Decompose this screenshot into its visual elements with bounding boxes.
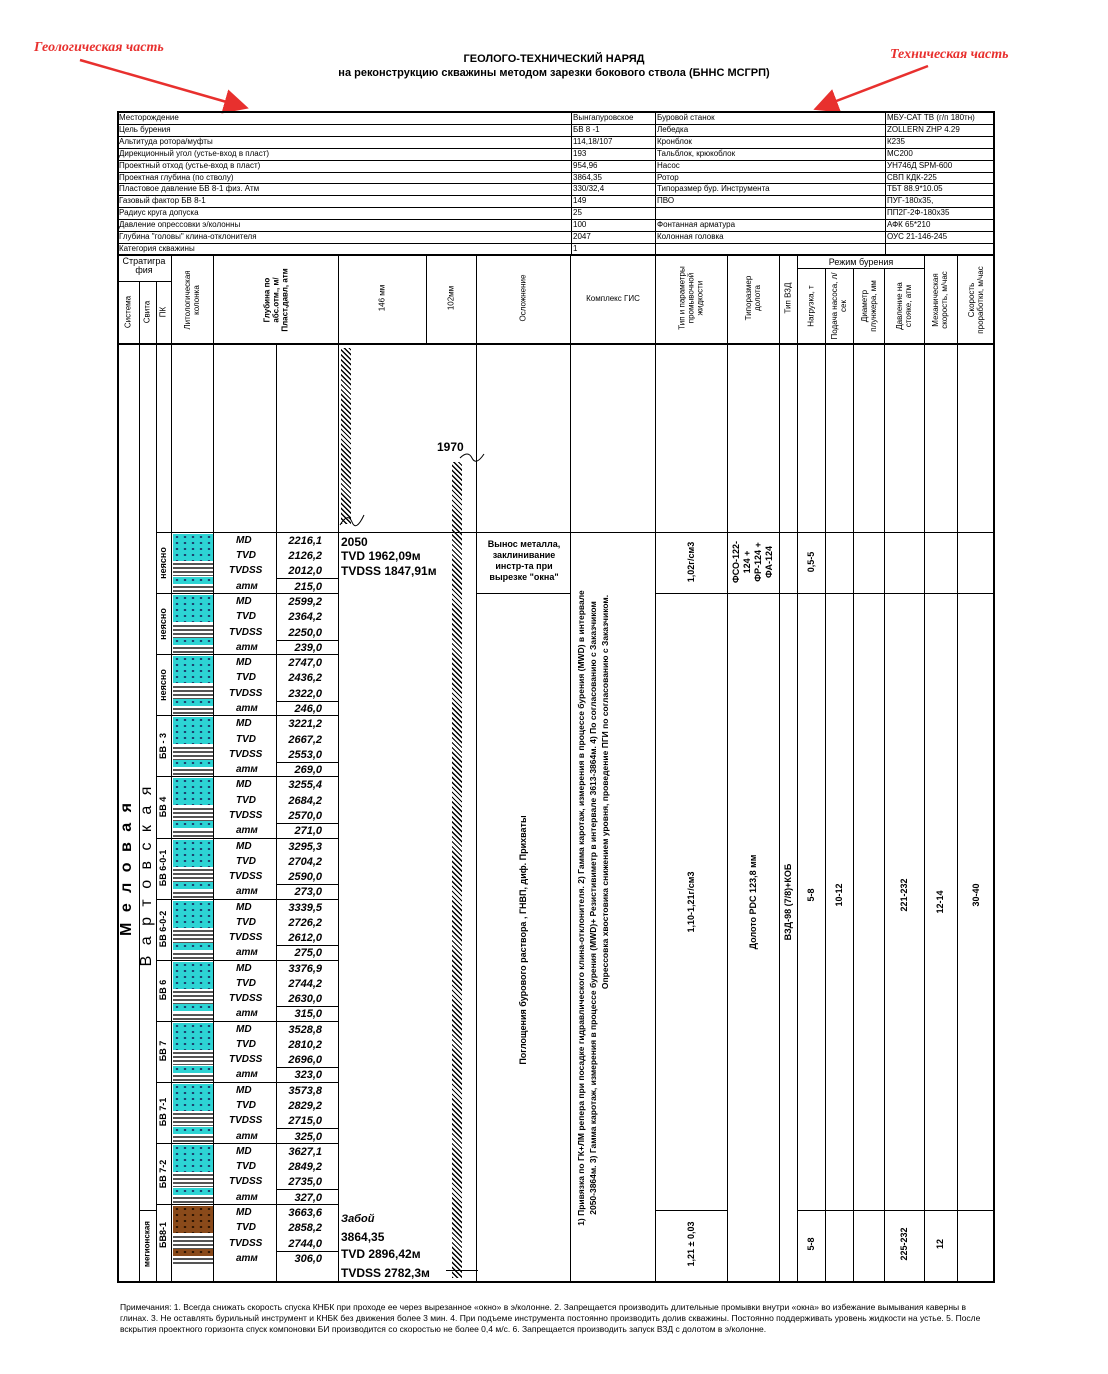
rop-bottom: 12 [935, 1238, 945, 1250]
depth-label-md: MD [236, 963, 252, 974]
depth-label-atm: атм [236, 1253, 258, 1264]
depth-label-md: MD [236, 902, 252, 913]
lithology-sandstone [173, 638, 213, 645]
fluid-bottom: 1,21 ± 0,03 [686, 1221, 696, 1267]
stratum-tvd: 2364,2 [288, 611, 322, 623]
geology-part-label: Геологическая часть [34, 40, 164, 55]
col-rop: Механическая скорость, м/час [931, 271, 949, 329]
stratum-row-line [156, 838, 338, 839]
stratum-tvdss: 2250,0 [288, 627, 322, 639]
depth-label-tvdss: TVDSS [229, 688, 263, 699]
stratum-md: 3295,3 [288, 841, 322, 853]
depth-label-md: MD [236, 535, 252, 546]
param-left-value: 114,18/107 [573, 137, 613, 146]
stratum-tvd: 2126,2 [288, 550, 322, 562]
stratum-row-line [156, 654, 338, 655]
bottom-tvd: TVD 2896,42м [341, 1247, 421, 1261]
stratum-pk: БВ 4 [158, 796, 168, 818]
stratum-row-line [156, 1082, 338, 1083]
depth-label-atm: атм [236, 1008, 258, 1019]
window-md: 2050 [341, 535, 368, 549]
depth-label-tvdss: TVDSS [229, 810, 263, 821]
lithology-sandstone [173, 1145, 213, 1172]
depth-label-tvd: TVD [236, 611, 256, 622]
depth-label-tvd: TVD [236, 1222, 256, 1233]
lithology-clay [173, 623, 213, 638]
param-right-value: ПУГ-180х35, [887, 196, 934, 205]
lithology-sandstone [173, 943, 213, 950]
col-mode: Режим бурения [828, 257, 894, 267]
notes: Примечания: 1. Всегда снижать скорость спуска КНБК при проходе ее через вырезанное «окно» в э/колонне. 2. Запрещается производить длительные промывки внутри «окна» во избежание вымывания каверны в глинах. 3. Не оставлять бурильный инструмент и КНБК без движения более 3 мин. 4. При подъеме инструмента постоянно производить долив скважины. Постоянно поддерживать уровень жидкости на устье. 5. После вскрытия проектного горизонта спуск компоновки БИ производится со скоростью не более 0,4 м/с. 6. Запрещается производить запуск ВЗД с долотом в э/колонне. [120, 1302, 981, 1334]
stratum-atm: 323,0 [294, 1069, 322, 1081]
depth-label-tvd: TVD [236, 795, 256, 806]
depth-label-tvd: TVD [236, 1100, 256, 1111]
gis-line-3: Опрессовка хвостовика снижением уровня, проведение ПГИ по согласованию с Заказчиком. [600, 594, 610, 990]
lithology-clay [173, 867, 213, 882]
param-left-label: Проектный отход (устье-вход в пласт) [119, 161, 261, 170]
depth-label-atm: атм [236, 1192, 258, 1203]
stratum-tvd: 2744,2 [288, 978, 322, 990]
param-left-label: Проектная глубина (по стволу) [119, 173, 234, 182]
atm-separator [276, 945, 338, 946]
atm-separator [276, 1251, 338, 1252]
rop-mid: 12-14 [935, 890, 945, 914]
stratum-row-line [156, 1204, 338, 1205]
param-right-value: ZOLLERN ZHP 4.29 [887, 125, 960, 134]
param-left-label: Дирекционный угол (устье-вход в пласт) [119, 149, 270, 158]
stratum-pk: неясно [158, 547, 168, 579]
lithology-sandstone [173, 656, 213, 683]
stratum-atm: 269,0 [294, 764, 322, 776]
atm-separator [276, 1067, 338, 1068]
stratum-pk: БВ8-1 [158, 1222, 168, 1248]
lithology-sandstone [173, 577, 213, 584]
stratum-tvdss: 2630,0 [288, 993, 322, 1005]
stratum-row-line [156, 593, 338, 594]
param-left-value: 25 [573, 208, 582, 217]
param-left-value: 330/32,4 [573, 184, 605, 193]
casing-146-hatch [341, 348, 351, 524]
param-left-label: Месторождение [119, 113, 179, 122]
param-right-label: ПВО [657, 196, 675, 205]
lithology-clay [173, 806, 213, 821]
stratum-atm: 239,0 [294, 642, 322, 654]
lithology-clay [173, 745, 213, 760]
stratum-row-line [156, 532, 338, 533]
param-right-label: Кронблок [657, 137, 692, 146]
lithology-sandstone [173, 1084, 213, 1111]
depth-label-tvdss: TVDSS [229, 565, 263, 576]
depth-label-tvd: TVD [236, 917, 256, 928]
pressure-mid: 221-232 [899, 878, 909, 912]
system-name: М е л о в а я [118, 800, 135, 936]
depth-label-atm: атм [236, 1131, 258, 1142]
param-right-label: Насос [657, 161, 680, 170]
stratum-md: 3627,1 [288, 1146, 322, 1158]
stratum-md: 3221,2 [288, 718, 322, 730]
stratum-md: 3255,4 [288, 779, 322, 791]
param-left-label: Пластовое давление БВ 8-1 физ. Атм [119, 184, 260, 193]
param-left-value: 193 [573, 149, 587, 158]
bottom-label: Забой [341, 1213, 375, 1225]
lithology-sandstone [173, 595, 213, 622]
param-left-value: 100 [573, 220, 587, 229]
lithology-sandstone [173, 699, 213, 706]
depth-label-tvd: TVD [236, 672, 256, 683]
col-ream: Скорость проработки, м/час [967, 266, 985, 334]
stratum-tvdss: 2553,0 [288, 749, 322, 761]
lithology-sandstone [173, 1023, 213, 1050]
depth-label-atm: атм [236, 703, 258, 714]
param-right-value: ТБТ 88.9*10.05 [887, 184, 943, 193]
stratum-atm: 246,0 [294, 703, 322, 715]
col-vzd: Тип ВЗД [783, 282, 793, 314]
col-system: Система [123, 295, 133, 329]
param-left-label: Газовый фактор БВ 8-1 [119, 196, 206, 205]
bottom-tvdss: TVDSS 2782,3м [341, 1266, 430, 1280]
param-right-label: Лебедка [657, 125, 689, 134]
param-right-label: Ротор [657, 173, 679, 182]
stratum-tvd: 2726,2 [288, 917, 322, 929]
atm-separator [276, 884, 338, 885]
stratum-atm: 273,0 [294, 886, 322, 898]
col-gis: Комплекс ГИС [586, 294, 640, 303]
stratum-tvdss: 2012,0 [288, 565, 322, 577]
lithology-sandstone [173, 1127, 213, 1134]
stratum-tvd: 2704,2 [288, 856, 322, 868]
stratum-tvd: 2667,2 [288, 734, 322, 746]
stratum-tvdss: 2612,0 [288, 932, 322, 944]
pressure-bottom: 225-232 [899, 1227, 909, 1261]
lithology-clay [173, 1111, 213, 1126]
depth-label-tvdss: TVDSS [229, 1238, 263, 1249]
param-right-label: Тальблок, крюкоблок [657, 149, 736, 158]
stratum-atm: 327,0 [294, 1192, 322, 1204]
stratum-md: 3528,8 [288, 1024, 322, 1036]
param-left-value: 149 [573, 196, 587, 205]
stratum-md: 3663,6 [288, 1207, 322, 1219]
depth-label-md: MD [236, 657, 252, 668]
stratum-pk: неясно [158, 608, 168, 640]
lithology-clay [173, 1256, 213, 1266]
atm-separator [276, 823, 338, 824]
depth-label-atm: атм [236, 764, 258, 775]
lithology-clay [173, 989, 213, 1004]
stratum-tvdss: 2570,0 [288, 810, 322, 822]
depth-label-tvd: TVD [236, 734, 256, 745]
stratum-atm: 315,0 [294, 1008, 322, 1020]
param-right-value: ОУС 21-146-245 [887, 232, 948, 241]
suite-name: В а р т о в с к а я [138, 783, 155, 967]
param-left-value: 2047 [573, 232, 591, 241]
stratum-atm: 215,0 [294, 581, 322, 593]
param-right-value: ПП2Г-2Ф-180х35 [887, 208, 950, 217]
stratum-md: 2216,1 [288, 535, 322, 547]
suite-bottom: мегионская [142, 1221, 152, 1267]
stratum-pk: БВ 6 [158, 979, 168, 1001]
lithology-sandstone [173, 1004, 213, 1011]
bit-top: ФСО-122-124 + ФР-124 + ФА-124 [731, 541, 774, 583]
depth-label-tvdss: TVDSS [229, 1054, 263, 1065]
param-right-value: МС200 [887, 149, 913, 158]
stratum-atm: 306,0 [294, 1253, 322, 1265]
lithology-clay [173, 1172, 213, 1187]
depth-label-md: MD [236, 718, 252, 729]
load-bottom: 5-8 [806, 1237, 816, 1251]
depth-label-atm: атм [236, 825, 258, 836]
depth-label-md: MD [236, 779, 252, 790]
stratum-atm: 271,0 [294, 825, 322, 837]
lithology-sandstone [173, 717, 213, 744]
atm-separator [276, 1189, 338, 1190]
param-left-label: Цель бурения [119, 125, 171, 134]
stratum-pk: БВ 7 [158, 1040, 168, 1062]
lithology-clay [173, 561, 213, 576]
stratum-pk: БВ 6-0-1 [158, 849, 168, 887]
lithology-sandstone [173, 760, 213, 767]
stratum-row-line [156, 776, 338, 777]
stratum-tvdss: 2744,0 [288, 1238, 322, 1250]
col-pump: Подача насоса, л/сек [830, 272, 848, 340]
window-break-symbol [338, 510, 368, 530]
depth-label-tvdss: TVDSS [229, 932, 263, 943]
param-right-value: СВП КДК-225 [887, 173, 937, 182]
technical-part-label: Техническая часть [890, 47, 1009, 62]
stratum-tvd: 2858,2 [288, 1222, 322, 1234]
stratum-tvdss: 2735,0 [288, 1176, 322, 1188]
liner-top-depth: 1970 [437, 440, 464, 454]
lithology-sandstone [173, 821, 213, 828]
stratum-pk: БВ 7-2 [158, 1159, 168, 1189]
complications-main: Поглощения бурового раствора , ГНВП, диф. Прихваты [518, 815, 528, 1065]
col-load: Нагрузка, т [806, 285, 816, 327]
depth-label-tvd: TVD [236, 856, 256, 867]
col-casing-102: 102мм [446, 285, 456, 311]
depth-label-tvdss: TVDSS [229, 749, 263, 760]
stratum-pk: БВ - 3 [158, 733, 168, 759]
stratum-row-line [156, 1143, 338, 1144]
stratum-atm: 325,0 [294, 1131, 322, 1143]
stratum-atm: 275,0 [294, 947, 322, 959]
atm-separator [276, 701, 338, 702]
depth-label-atm: атм [236, 947, 258, 958]
param-right-value: УН746Д SPM-600 [887, 161, 953, 170]
stratum-tvd: 2810,2 [288, 1039, 322, 1051]
depth-label-atm: атм [236, 581, 258, 592]
depth-label-atm: атм [236, 642, 258, 653]
depth-label-md: MD [236, 1085, 252, 1096]
stratum-tvd: 2829,2 [288, 1100, 322, 1112]
col-casing-146: 146 мм [377, 284, 387, 312]
params-col-line [885, 111, 886, 254]
gis-line-2: 2050-3864м. 3) Гамма каротаж, измерения в процессе бурения (MWD)+ Резистивиметр в интервале 3613-3864м. 4) По согласованию с Заказчиком [588, 601, 598, 1215]
atm-separator [276, 762, 338, 763]
param-right-value: К235 [887, 137, 906, 146]
depth-label-tvdss: TVDSS [229, 627, 263, 638]
col-plunger: Диаметр плунжера, мм [860, 280, 878, 332]
depth-label-tvdss: TVDSS [229, 1115, 263, 1126]
suite-separator [139, 1210, 156, 1211]
stratum-row-line [156, 1021, 338, 1022]
bottom-md: 3864,35 [341, 1230, 385, 1244]
param-left-label: Радиус круга допуска [119, 208, 199, 217]
stratum-md: 3376,9 [288, 963, 322, 975]
stratum-pk: неясно [158, 669, 168, 701]
atm-separator [276, 1006, 338, 1007]
param-left-value: БВ 8 -1 [573, 125, 600, 134]
lithology-sandstone [173, 882, 213, 889]
stratum-md: 2599,2 [288, 596, 322, 608]
load-top: 0,5-5 [806, 551, 816, 573]
depth-label-tvd: TVD [236, 978, 256, 989]
param-left-label: Глубина "головы" клина-отклонителя [119, 232, 257, 241]
params-col-line [655, 111, 656, 254]
stratum-tvd: 2849,2 [288, 1161, 322, 1173]
param-right-label: Фонтанная арматура [657, 220, 736, 229]
depth-label-tvdss: TVDSS [229, 871, 263, 882]
stratum-tvdss: 2715,0 [288, 1115, 322, 1127]
atm-separator [276, 640, 338, 641]
stratum-tvdss: 2696,0 [288, 1054, 322, 1066]
param-left-value: 954,96 [573, 161, 598, 170]
param-left-label: Давление опрессовки э/колонны [119, 220, 241, 229]
stratum-tvdss: 2590,0 [288, 871, 322, 883]
col-depth: Глубина по абс.отм., м/ Пласт.давл, атм [262, 268, 290, 332]
depth-label-tvd: TVD [236, 1039, 256, 1050]
col-fluid: Тип и параметры промывочной жидкости [677, 266, 705, 330]
param-right-label: Типоразмер бур. Инструмента [657, 184, 770, 193]
depth-label-atm: атм [236, 1069, 258, 1080]
pump-mid: 10-12 [834, 883, 844, 907]
param-left-value: Вынгапуровское [573, 113, 634, 122]
fluid-mid: 1,10-1,21г/см3 [686, 871, 696, 933]
window-tvd: TVD 1962,09м [341, 549, 421, 563]
stratum-md: 3339,5 [288, 902, 322, 914]
lithology-sandstone [173, 901, 213, 928]
lithology-sandstone [173, 840, 213, 867]
vzd-mid: ВЗД-98 (7/8)+КОБ [783, 863, 793, 941]
ream-mid: 30-40 [971, 883, 981, 907]
depth-label-tvdss: TVDSS [229, 1176, 263, 1187]
depth-label-tvd: TVD [236, 550, 256, 561]
lithology-sandstone [173, 1066, 213, 1073]
col-complications: Осложнение [518, 274, 528, 322]
stratum-row-line [156, 715, 338, 716]
param-left-label: Альтитуда ротора/муфты [119, 137, 213, 146]
lithology-clay [173, 1234, 213, 1249]
lithology-sandstone [173, 1188, 213, 1195]
col-lithology: Литологическая колонка [183, 270, 201, 330]
stratum-pk: БВ 7-1 [158, 1097, 168, 1127]
param-left-value: 3864,35 [573, 173, 602, 182]
param-left-value: 1 [573, 244, 578, 253]
gis-line-1: 1) Привязка по ГК+ЛМ репера при посадке гидравлического клина-отклонителя. 2) Гамма каротаж, измерения в процессе бурения (MWD) в интервале [576, 590, 586, 1226]
col-suite: Свита [142, 300, 152, 324]
params-col-line [571, 111, 572, 254]
doc-subtitle: на реконструкцию скважины методом зарезки бокового ствола (БННС МСГРП) [338, 67, 770, 79]
lithology-sandstone [173, 1206, 213, 1233]
stratum-md: 3573,8 [288, 1085, 322, 1097]
param-right-value: АФК 65*210 [887, 220, 931, 229]
depth-label-atm: атм [236, 886, 258, 897]
window-tvdss: TVDSS 1847,91м [341, 564, 437, 578]
depth-label-md: MD [236, 1146, 252, 1157]
stratum-md: 2747,0 [288, 657, 322, 669]
param-right-label: Буровой станок [657, 113, 715, 122]
depth-label-md: MD [236, 596, 252, 607]
stratum-pk: БВ 6-0-2 [158, 910, 168, 948]
param-right-value: МБУ-САТ ТВ (г/п 180тн) [887, 113, 975, 122]
depth-label-md: MD [236, 1207, 252, 1218]
depth-label-md: MD [236, 1024, 252, 1035]
atm-separator [276, 578, 338, 579]
lithology-clay [173, 684, 213, 699]
depth-label-md: MD [236, 841, 252, 852]
col-pk: ПК [158, 306, 168, 318]
stratum-tvdss: 2322,0 [288, 688, 322, 700]
stratum-tvd: 2684,2 [288, 795, 322, 807]
depth-label-tvdss: TVDSS [229, 993, 263, 1004]
doc-title: ГЕОЛОГО-ТЕХНИЧЕСКИЙ НАРЯД [463, 53, 645, 65]
complications-top: Вынос металла, заклинивание инстр-та при вырезке "окна" [487, 539, 561, 582]
lithology-clay [173, 928, 213, 943]
lithology-sandstone [173, 534, 213, 561]
col-bit: Типоразмер долота [744, 275, 762, 321]
bit-mid: Долото PDC 123,8 мм [748, 854, 758, 950]
stratum-tvd: 2436,2 [288, 672, 322, 684]
load-mid: 5-8 [806, 888, 816, 902]
param-left-label: Категория скважины [119, 244, 195, 253]
depth-label-tvd: TVD [236, 1161, 256, 1172]
stratum-row-line [156, 899, 338, 900]
col-stratigraphy: Стратигра фия [122, 256, 166, 275]
liner-102-hatch [452, 462, 462, 1278]
col-pressure: Давление на стояке, атм [895, 282, 913, 330]
lithology-clay [173, 1050, 213, 1065]
atm-separator [276, 1128, 338, 1129]
stratum-row-line [156, 960, 338, 961]
param-right-label: Колонная головка [657, 232, 724, 241]
lithology-sandstone [173, 1249, 213, 1256]
lithology-sandstone [173, 962, 213, 989]
lithology-sandstone [173, 778, 213, 805]
fluid-top: 1,02г/см3 [686, 541, 696, 583]
